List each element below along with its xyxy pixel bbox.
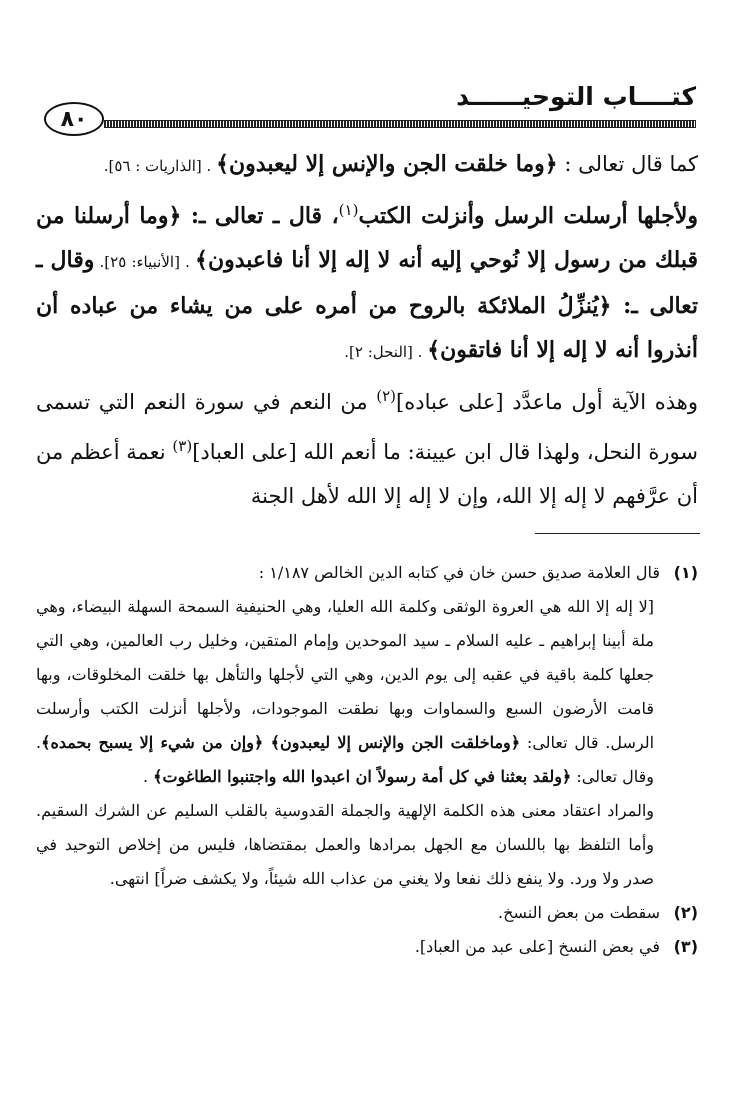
footnote-marker: (٢) <box>376 387 397 405</box>
footnote-number: (١) <box>673 563 698 582</box>
footnote-text: . وقال تعالى: <box>36 733 654 786</box>
footnote-text: في بعض النسخ [على عبد من العباد]. <box>414 937 660 956</box>
quran-verse: ﴿وما أرسلنا من قبلك من رسول إلا نُوحي إليه أنه لا إله إلا أنا فاعبدون﴾ <box>36 203 698 273</box>
quran-verse: ﴿وما خلقت الجن والإنس إلا ليعبدون﴾ <box>216 151 558 177</box>
paragraph-2-text: ، قال ـ تعالى ـ: <box>181 203 339 229</box>
paragraph-3-text: نعمة أعظم من أن عرَّفهم لا إله إلا الله، وإن لا إله إلا الله لأهل الجنة <box>36 440 698 508</box>
footnote-3 <box>36 930 698 964</box>
footnote-separator <box>535 533 700 534</box>
verse-reference: . [الأنبياء: ٢٥]. <box>94 253 196 271</box>
paragraph-2-text: وقال ـ تعالى ـ: <box>36 247 698 319</box>
footnote-number: (٢) <box>673 903 698 922</box>
book-title: كتــــاب التوحيــــــد <box>456 82 696 111</box>
quran-verse: ﴿وإن من شيء إلا يسبح بحمده﴾ <box>41 733 271 752</box>
paragraph-3-text: وهذه الآية أول ماعدَّد [على عباده] <box>396 390 698 414</box>
header-rule <box>104 120 696 128</box>
footnotes <box>36 556 698 964</box>
footnote-marker: (٣) <box>172 437 193 455</box>
main-text <box>36 142 698 518</box>
footnote-2 <box>36 896 698 930</box>
paragraph-1-lead: كما قال تعالى : <box>557 152 698 176</box>
paragraph-3 <box>36 374 698 518</box>
footnote-text: سقطت من بعض النسخ. <box>498 903 660 922</box>
footnote-1-paragraph-2: والمراد اعتقاد معنى هذه الكلمة الإلهية والجملة القدوسية بالقلب السليم عن الشرك السقيم. وأما التلفظ بها باللسان مع الجهل بمرادها والعمل بمقتضاها، فليس من إخلاص التوحيد في صدر ولا ورد. ولا ينفع ذلك نفعا ولا يغني من عذاب الله شيئاً، ولا يكشف ضراً] انتهى. <box>36 801 654 888</box>
verse-reference: . [النحل: ٢]. <box>344 343 428 361</box>
footnote-marker: (١) <box>338 201 359 219</box>
paragraph-1 <box>36 142 698 188</box>
footnote-text: . <box>142 767 154 786</box>
page-header <box>44 82 696 142</box>
paragraph-2 <box>36 188 698 374</box>
verse-reference: . [الذاريات : ٥٦]. <box>103 157 217 175</box>
quran-verse: ﴿ولقد بعثنا في كل أمة رسولاً ان اعبدوا الله واجتنبوا الطاغوت﴾ <box>153 767 572 786</box>
footnote-text: [لا إله إلا الله هي العروة الوثقى وكلمة الله العليا، وهي الحنيفية السمحة السهلة البيضاء، وهي ملة أبينا إبراهيم ـ عليه السلام ـ سيد الموحدين وإمام المتقين، وخليل رب العالمين، وهي التي جعلها كلمة باقية في عقبه إلى يوم الدين، وهي التي لأجلها والتأهل بها خلقت المخلوقات، وبها قامت الأرضون السبع والسماوات وبها نطقت الموجودات، ولأجلها أنزلت الكتب وأرسلت الرسل. قال تعالى: <box>36 597 655 752</box>
paragraph-3-text: من النعم في سورة النعم التي تسمى سورة النحل، ولهذا قال ابن عيينة: ما أنعم الله [على العباد] <box>36 390 698 464</box>
quran-verse: ﴿وماخلقت الجن والإنس إلا ليعبدون﴾ <box>270 733 521 752</box>
footnote-1 <box>36 556 698 590</box>
page-number: ٨٠ <box>44 102 104 136</box>
paragraph-2-lead: ولأجلها أرسلت الرسل وأنزلت الكتب <box>358 203 698 229</box>
footnote-1-quote <box>36 590 698 794</box>
footnote-number: (٣) <box>673 937 698 956</box>
quran-verse: ﴿يُنزِّلُ الملائكة بالروح من أمره على من يشاء من عباده أن أنذروا أنه لا إله إلا أنا فاتقون﴾ <box>36 293 698 363</box>
footnote-text: قال العلامة صديق حسن خان في كتابه الدين الخالص ١/١٨٧ : <box>258 563 660 582</box>
